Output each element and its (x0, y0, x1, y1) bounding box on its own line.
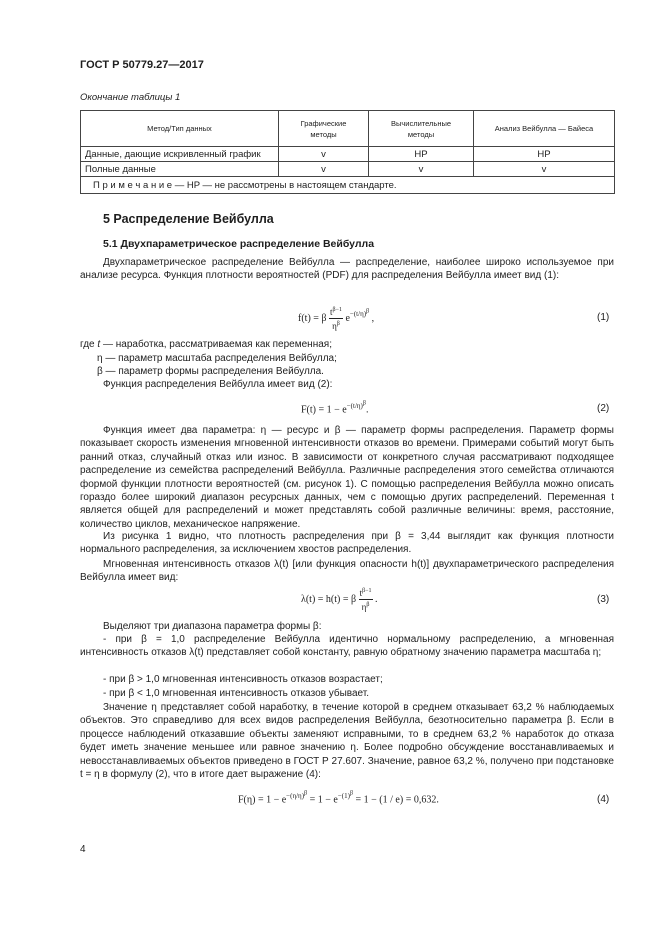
eq-part: β (362, 401, 366, 407)
eq-part: β (366, 309, 370, 316)
table-note-row (81, 177, 615, 194)
equation-number: (3) (597, 594, 610, 605)
where-symbol: η — (97, 353, 116, 364)
where-text: параметр формы распределения Вейбулла. (118, 366, 324, 377)
where-prefix: где (80, 339, 95, 350)
eq-part: λ(t) = h(t) = β (301, 593, 357, 605)
table-row (81, 147, 615, 162)
table-header-cell: Анализ Вейбулла — Байеса (474, 111, 615, 147)
eq-part: β (349, 791, 354, 797)
eq-part: e (345, 312, 350, 324)
paragraph: Двухпараметрическое распределение Вейбулла — распределение, наиболее широко используемое при анализе ресурса. Функция плотности вероятностей (PDF) для распределения Вейбулла имеет вид (1): (80, 257, 614, 282)
paragraph: Из рисунка 1 видно, что плотность распределения при β = 3,44 выглядит как функция плотности нормального распределения, за исключением хвостов распределения. (80, 531, 614, 556)
equation-4 (238, 791, 439, 806)
eq-part: β (336, 321, 340, 327)
bullet-item: - при β > 1,0 мгновенная интенсивность отказов возрастает; (103, 674, 383, 685)
table-cell: HP (369, 147, 474, 162)
where-text: наработка, рассматриваемая как переменная; (115, 339, 332, 350)
table-cell: HP (474, 147, 615, 162)
eq-part: −(t/η) (349, 310, 367, 319)
equation-2 (301, 401, 368, 416)
paragraph: Функция распределения Вейбулла имеет вид (2): (103, 379, 333, 390)
paragraph: Выделяют три диапазона параметра формы β: (103, 621, 322, 632)
table-header-row (81, 111, 615, 147)
methods-table (80, 110, 615, 194)
eq-part: β−1 (362, 588, 372, 594)
paragraph: Мгновенная интенсивность отказов λ(t) [или функция опасности h(t)] двухпараметрического распределения Вейбулла имеет вид: (80, 559, 614, 584)
where-symbol: β — (97, 366, 116, 377)
paragraph: Значение η представляет собой наработку, в течение которой в среднем отказывает 63,2 % наблюдаемых объектов. Это справедливо для всех видов распределения Вейбулла, безотносительно параметра β. Если в процессе наблюдений отказавшие объекты заменяют исправными, то в среднем 63,2 % наработок до отказа будет иметь значение меньшее или равное значению η. Более подробно обсуждение восстанавливаемых и невосстанавливаемых объектов приведено в ГОСТ Р 27.607. Значение, равное 63,2 %, получено при подстановке t = η в формулу (2), что в итоге дает выражение (4): (80, 702, 614, 781)
bullet-item: - при β < 1,0 мгновенная интенсивность отказов убывает. (103, 688, 370, 699)
table-header-cell: Вычислительные методы (369, 111, 474, 147)
eq-part: F(η) = 1 − e (238, 794, 287, 806)
eq-part: η (361, 602, 367, 612)
eq-part: −(1) (337, 792, 350, 801)
equation-number: (4) (597, 794, 610, 805)
eq-part: = 1 − (1 / e) = 0,632. (353, 794, 439, 806)
eq-part: −(t/η) (346, 402, 363, 411)
where-item (80, 338, 332, 351)
where-item (97, 365, 324, 378)
table-cell: Данные, дающие искривленный график (81, 147, 279, 162)
eq-part: . (365, 404, 369, 416)
table-caption: Окончание таблицы 1 (80, 92, 181, 103)
document-code: ГОСТ Р 50779.27—2017 (80, 59, 204, 71)
eq-part: F(t) = 1 − e (301, 404, 347, 416)
eq-part: , (371, 312, 375, 324)
table-cell: v (474, 162, 615, 177)
table-note: П р и м е ч а н и е — HP — не рассмотрены в настоящем стандарте. (81, 177, 615, 194)
table-cell: v (369, 162, 474, 177)
eq-part: f(t) = β (298, 312, 327, 324)
table-header-cell: Метод/Тип данных (81, 111, 279, 147)
equation-number: (2) (597, 403, 610, 414)
table-cell: v (279, 147, 369, 162)
equation-number: (1) (597, 312, 610, 323)
eq-part: −(η/η) (286, 792, 305, 801)
where-text: параметр масштаба распределения Вейбулла; (118, 353, 337, 364)
eq-part: η (332, 321, 337, 331)
section-title: 5 Распределение Вейбулла (103, 212, 274, 226)
where-symbol: t — (97, 339, 113, 350)
subsection-title: 5.1 Двухпараметрическое распределение Вейбулла (103, 238, 375, 250)
equation-1 (298, 305, 374, 332)
eq-part: β (366, 602, 370, 608)
table-cell: Полные данные (81, 162, 279, 177)
eq-part: . (375, 593, 378, 605)
table-header-cell: Графические методы (279, 111, 369, 147)
eq-part: t (330, 307, 333, 317)
table-row (81, 162, 615, 177)
eq-part: β (304, 791, 308, 797)
paragraph: Функция имеет два параметра: η — ресурс и β — параметр формы распределения. Параметр формы показывает скорость изменения мгновенной интенсивности отказов во времени. Примерами событий могут быть ранний отказ, случайный отказ или износ. В зависимости от конкретного случая рассматривают подходящее распределение из семейства распределений Вейбулла. Различные распределения этого семейства отличаются формой функции плотности вероятностей (см. рисунок 1). С помощью распределения Вейбулла можно описать гораздо более широкий диапазон ресурсных данных, чем с помощью других распределений. Переменная t является общей для распределений и может представлять собой различные величины: время, расстояние, количество циклов, механическое напряжение. (80, 425, 614, 530)
where-item (97, 352, 337, 365)
equation-3 (301, 586, 378, 613)
eq-part: β−1 (332, 307, 342, 313)
bullet-item: - при β = 1,0 распределение Вейбулла идентично нормальному распределению, а мгновенная интенсивность отказов λ(t) представляет собой константу, равную обратному значению параметра масштаба η; (80, 634, 614, 659)
table-cell: v (279, 162, 369, 177)
eq-part: t (359, 588, 363, 598)
page-number: 4 (80, 844, 86, 855)
eq-part: = 1 − e (307, 794, 338, 806)
